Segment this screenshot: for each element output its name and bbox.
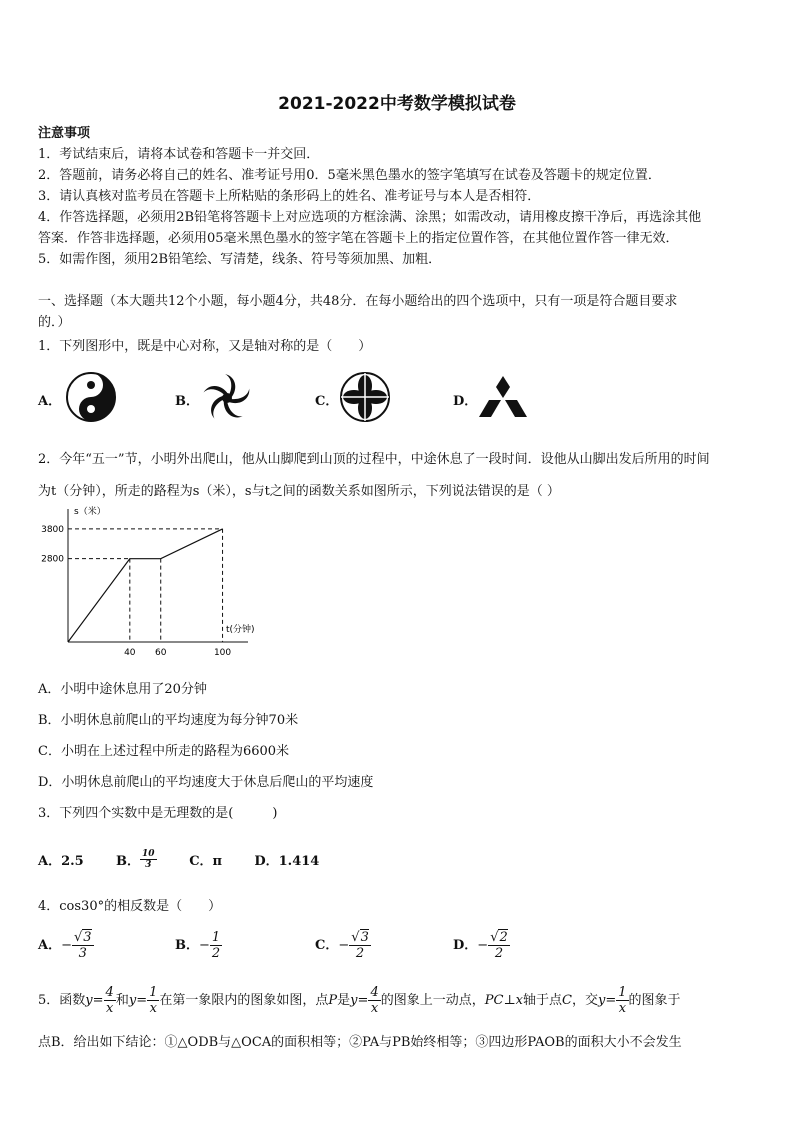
q2-option-d[interactable]: D．小明休息前爬山的平均速度大于休息后爬山的平均速度 bbox=[38, 775, 374, 790]
var-C: C bbox=[562, 993, 572, 1008]
question-1-stem: 1．下列图形中，既是中心对称，又是轴对称的是（ ） bbox=[38, 339, 372, 354]
fraction-denominator: 2 bbox=[494, 946, 504, 961]
three-diamond-figure bbox=[478, 375, 528, 419]
fraction-neg-sqrt3-over-3 bbox=[72, 930, 94, 961]
minus-sign: − bbox=[477, 938, 489, 953]
notice-item: 5．如需作图，须用2B铅笔绘、写清楚，线条、符号等须加黑、加粗． bbox=[38, 252, 442, 267]
distance-series-line bbox=[68, 529, 223, 642]
question-2-stem: 2．今年“五一”节，小明外出爬山，他从山脚爬到山顶的过程中，中途休息了一段时间．设他从山脚出发后所用的时间 bbox=[38, 452, 710, 467]
radicand: 3 bbox=[83, 930, 92, 945]
notice-item: 4．作答选择题，必须用2B铅笔将答题卡上对应选项的方框涂满、涂黑；如需改动，请用橡皮擦干净后，再选涂其他 bbox=[38, 210, 702, 225]
fraction-denominator: 2 bbox=[355, 946, 365, 961]
minus-sign: − bbox=[338, 938, 350, 953]
section-heading-cont: 的．） bbox=[38, 315, 71, 330]
x-tick-label: 40 bbox=[124, 648, 136, 658]
q3-option-b[interactable] bbox=[116, 849, 161, 870]
q3-option-b-label: B． bbox=[116, 854, 140, 869]
var-x: x bbox=[515, 993, 524, 1008]
equals: = bbox=[92, 993, 104, 1008]
var-PC: PC bbox=[484, 993, 504, 1008]
notice-heading: 注意事项 bbox=[38, 126, 91, 141]
var-y: y bbox=[598, 993, 606, 1008]
q5-text: 的图象上一动点， bbox=[380, 993, 485, 1008]
pinwheel-figure bbox=[200, 371, 254, 425]
question-2-stem-cont: 为t（分钟），所走的路程为s（米），s与t之间的函数关系如图所示，下列说法错误的是（ ） bbox=[38, 484, 560, 499]
question-3-stem: 3．下列四个实数中是无理数的是( ) bbox=[38, 806, 278, 821]
page-title: 2021-2022中考数学模拟试卷 bbox=[278, 94, 516, 114]
fraction-neg-one-half bbox=[210, 930, 222, 961]
radicand: 3 bbox=[360, 930, 369, 945]
q4-option-d[interactable] bbox=[453, 930, 510, 961]
equals: = bbox=[605, 993, 617, 1008]
fraction-numerator: 4 bbox=[370, 985, 379, 1000]
q1-option-b-label: B． bbox=[175, 394, 199, 409]
y-tick-label: 2800 bbox=[41, 554, 64, 565]
four-petal-figure bbox=[339, 371, 391, 423]
distance-time-chart bbox=[38, 505, 255, 660]
fraction-denominator: x bbox=[370, 1001, 379, 1016]
fraction-denominator: 3 bbox=[78, 946, 87, 961]
notice-item: 2．答题前，请务必将自己的姓名、准考证号用0．5毫米黑色墨水的签字笔填写在试卷及答题卡的规定位置． bbox=[38, 168, 661, 183]
fraction-numerator: 4 bbox=[105, 985, 114, 1000]
fraction-denominator: x bbox=[149, 1001, 157, 1016]
x-tick-label: 60 bbox=[155, 648, 167, 658]
q1-option-a-label: A． bbox=[38, 394, 62, 409]
question-5-stem bbox=[38, 985, 681, 1016]
q2-option-b[interactable]: B．小明休息前爬山的平均速度为每分钟70米 bbox=[38, 713, 299, 728]
q4-option-b[interactable] bbox=[175, 930, 222, 961]
var-y: y bbox=[128, 993, 137, 1008]
q5-text: 在第一象限内的图象如图，点 bbox=[159, 993, 329, 1008]
q3-option-a[interactable]: A．2.5 bbox=[38, 854, 84, 869]
q5-text: 是 bbox=[337, 993, 351, 1008]
q4-option-c-label: C． bbox=[315, 938, 339, 953]
q2-option-c[interactable]: C．小明在上述过程中所走的路程为6600米 bbox=[38, 744, 290, 759]
var-P: P bbox=[328, 993, 338, 1008]
yin-yang-figure bbox=[65, 371, 117, 423]
fraction-4-over-x bbox=[104, 985, 116, 1016]
fraction-1-over-x bbox=[147, 985, 159, 1016]
var-y: y bbox=[85, 993, 93, 1008]
fraction-denominator: x bbox=[106, 1001, 114, 1016]
x-axis-label: t(分钟) bbox=[226, 625, 255, 635]
y-axis-label: s（米） bbox=[74, 507, 106, 517]
fraction-ten-thirds bbox=[140, 849, 157, 870]
fraction-4-over-x bbox=[368, 985, 380, 1016]
q4-option-a[interactable] bbox=[38, 930, 94, 961]
q3-options bbox=[38, 850, 319, 872]
fraction-numerator: 1 bbox=[211, 930, 221, 945]
fraction-numerator: 1 bbox=[618, 985, 627, 1000]
q5-text: ，交 bbox=[571, 993, 598, 1008]
q4-option-b-label: B． bbox=[175, 938, 199, 953]
q5-text: 轴于点 bbox=[523, 993, 563, 1008]
q4-option-a-label: A． bbox=[38, 938, 62, 953]
fraction-denominator: 3 bbox=[145, 860, 152, 870]
fraction-denominator: 2 bbox=[211, 946, 221, 961]
fraction-neg-sqrt2-over-2 bbox=[488, 930, 510, 961]
question-4-stem: 4．cos30°的相反数是（ ） bbox=[38, 899, 222, 914]
question-5-stem-cont: 点B．给出如下结论：①△ODB与△OCA的面积相等；②PA与PB始终相等；③四边形PAOB的面积大小不会发生 bbox=[38, 1035, 682, 1050]
radicand: 2 bbox=[499, 930, 508, 945]
fraction-neg-sqrt3-over-2 bbox=[349, 930, 371, 961]
section-heading: 一、选择题（本大题共12个小题，每小题4分，共48分．在每小题给出的四个选项中，只有一项是符合题目要求 bbox=[38, 294, 678, 309]
fraction-numerator: √2 bbox=[490, 930, 508, 945]
q3-option-c[interactable]: C．π bbox=[189, 854, 223, 869]
q1-option-d-label: D． bbox=[453, 394, 478, 409]
notice-item: 3．请认真核对监考员在答题卡上所粘贴的条形码上的姓名、准考证号与本人是否相符． bbox=[38, 189, 541, 204]
q2-option-a[interactable]: A．小明中途休息用了20分钟 bbox=[38, 682, 207, 697]
var-y: y bbox=[350, 993, 358, 1008]
perp-symbol: ⊥ bbox=[503, 993, 516, 1008]
y-tick-label: 3800 bbox=[41, 524, 64, 535]
fraction-numerator: √3 bbox=[74, 930, 92, 945]
q5-text: 的图象于 bbox=[628, 993, 681, 1008]
equals: = bbox=[357, 993, 369, 1008]
minus-sign: − bbox=[199, 938, 210, 953]
fraction-numerator: 1 bbox=[149, 985, 158, 1000]
fraction-numerator: 10 bbox=[142, 849, 155, 859]
q3-option-d[interactable]: D．1.414 bbox=[254, 854, 320, 869]
fraction-denominator: x bbox=[618, 1001, 627, 1016]
fraction-numerator: √3 bbox=[351, 930, 369, 945]
q5-text: 5．函数 bbox=[38, 993, 86, 1008]
q1-option-c-label: C． bbox=[315, 394, 339, 409]
q4-option-d-label: D． bbox=[453, 938, 478, 953]
equals: = bbox=[136, 993, 148, 1008]
q4-option-c[interactable] bbox=[315, 930, 371, 961]
fraction-1-over-x bbox=[616, 985, 628, 1016]
q5-text: 和 bbox=[115, 993, 129, 1008]
minus-sign: − bbox=[61, 938, 72, 953]
x-tick-label: 100 bbox=[213, 648, 232, 658]
notice-item: 答案．作答非选择题，必须用05毫米黑色墨水的签字笔在答题卡上的指定位置作答，在其他位置作答一律无效． bbox=[38, 231, 679, 246]
notice-item: 1．考试结束后，请将本试卷和答题卡一并交回． bbox=[38, 147, 320, 162]
